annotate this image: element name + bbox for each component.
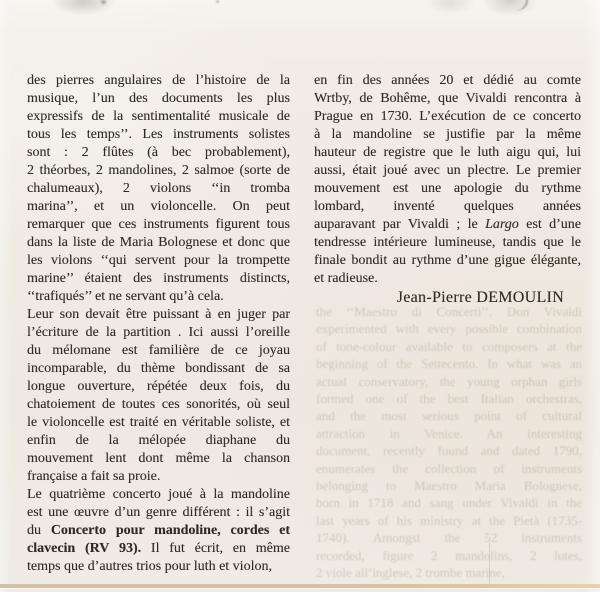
left-column-line: mouvement lent dont même la chanson	[27, 451, 290, 466]
left-column-line: longue ouverture, répétée deux fois, du	[27, 379, 290, 394]
left-column-line: 2 théorbes, 2 mandolines, 2 salmoe (sorte de	[27, 163, 290, 178]
page-bottom-edge	[0, 584, 600, 588]
right-text-column	[314, 72, 581, 307]
left-column-line: temps que d’autres trios pour luth et violon,	[27, 559, 272, 574]
left-column-line: expressifs de la sentimentalité musicale de	[27, 109, 290, 124]
left-column-line: Le quatrième concerto joué à la mandoline	[27, 487, 290, 502]
left-column-line: le violoncelle est traité en véritable soliste, et	[27, 415, 290, 430]
author-signature: Jean-Pierre DEMOULIN	[396, 289, 564, 306]
left-column-line: l’écriture de la partition . Ici aussi l’oreille	[27, 325, 290, 340]
showthrough-line: of tone-colour available to composers at the	[316, 338, 582, 354]
left-column-line: dans la liste de Maria Bolognese et donc que	[27, 235, 290, 250]
right-column-line: auparavant par Vivaldi ; le Largo est d’une	[314, 217, 581, 232]
left-column-line: incomparable, du thème bondissant de sa	[27, 361, 290, 376]
left-column-line: les violons ‘‘qui servent pour la trompette	[27, 253, 290, 268]
showthrough-line: the ‘‘Maestro di Concerti’’. Don Vivaldi	[316, 304, 582, 319]
left-column-line: Leur son devait être puissant à en juger par	[27, 307, 290, 322]
left-column-line: chalumeaux), 2 violons ‘‘in tromba	[27, 181, 290, 196]
showthrough-line: 1740). Amongst the 52 instruments	[316, 530, 582, 546]
showthrough-line: and the most serious point of cultural	[316, 408, 582, 424]
right-column-line: hauteur de registre que le luth aigu qui, lui	[314, 145, 581, 160]
showthrough-line: beginning of the Settecento. In what was an	[316, 356, 582, 372]
showthrough-line: attraction in Venice. An interesting	[316, 425, 582, 441]
scan-right-highlight	[584, 0, 600, 592]
showthrough-line: born in 1718 and sang under Vivaldi in the	[316, 495, 582, 511]
right-column-line: à la mandoline se justifie par la même	[314, 127, 581, 142]
showthrough-line: actual conservatory, the young orphan girls	[316, 373, 582, 389]
scan-crease	[489, 543, 490, 585]
left-column-line: est une œuvre d’un genre différent : il s’agit	[27, 505, 290, 520]
right-column-line: lombard, inventé quelques années	[314, 199, 581, 214]
left-column-line: marine’’ étaient des instruments distincts,	[27, 271, 290, 286]
left-column-line: clavecin (RV 93). Il fut écrit, en même	[27, 541, 290, 556]
showthrough-line: last years of his ministry at the Pietà (1735-	[316, 512, 582, 528]
left-column-line: du mélomane est familière de ce joyau	[27, 343, 290, 358]
showthrough-line: belonging to Maestro Maria Bolognese,	[316, 478, 582, 494]
left-column-line: remarquer que ces instruments figurent tous	[27, 217, 290, 232]
right-column-line: finale bondit au rythme d’une gigue élégante,	[314, 253, 581, 268]
left-column-line: chatoiement de toutes ces sonorités, où seul	[27, 397, 290, 412]
left-column-line: musique, l’un des documents les plus	[27, 91, 290, 106]
showthrough-text-block	[316, 303, 582, 582]
scan-left-highlight	[0, 0, 12, 592]
left-column-line: sont : 2 flûtes (à bec probablement),	[27, 145, 290, 160]
left-column-line: marina’’, et un violoncelle. On peut	[27, 199, 290, 214]
left-column-line: enfin de la mélopée diaphane du	[27, 433, 290, 448]
showthrough-line: formed one of the best Italian orchestras,	[316, 391, 582, 407]
showthrough-line: experimented with every possible combination	[316, 321, 582, 337]
right-column-line: mouvement est une apologie du rythme	[314, 181, 581, 196]
left-column-line: tous les temps’’. Les instruments solistes	[27, 127, 290, 142]
right-column-line: et radieuse.	[314, 271, 378, 286]
showthrough-line: 2 viole all’inglese, 2 trombe marine,	[316, 565, 505, 581]
left-column-line: du Concerto pour mandoline, cordes et	[27, 523, 291, 538]
right-column-line: tendresse intérieure lumineuse, tandis que le	[314, 235, 581, 250]
right-column-line: en fin des années 20 et dédié au comte	[314, 73, 581, 88]
right-column-lines	[314, 72, 581, 288]
showthrough-line: enumerates the collection of instruments	[316, 460, 582, 476]
left-column-line: ‘‘trafiqués’’ et ne servant qu’à cela.	[27, 289, 224, 304]
right-column-line: Prague en 1730. L’exécution de ce concerto	[314, 109, 581, 124]
left-column-line: des pierres angulaires de l’histoire de la	[27, 73, 290, 88]
showthrough-line: document, recently found and dated 1790,	[316, 443, 582, 459]
showthrough-line: recorded, figure 2 mandolins, 2 lutes,	[316, 547, 582, 563]
left-text-column	[27, 72, 290, 576]
right-column-line: Wrtby, de Bohême, que Vivaldi rencontra à	[314, 91, 581, 106]
right-column-line: aussi, était joué avec un plectre. Le premier	[314, 163, 581, 178]
left-column-line: française a fait sa proie.	[27, 469, 161, 484]
